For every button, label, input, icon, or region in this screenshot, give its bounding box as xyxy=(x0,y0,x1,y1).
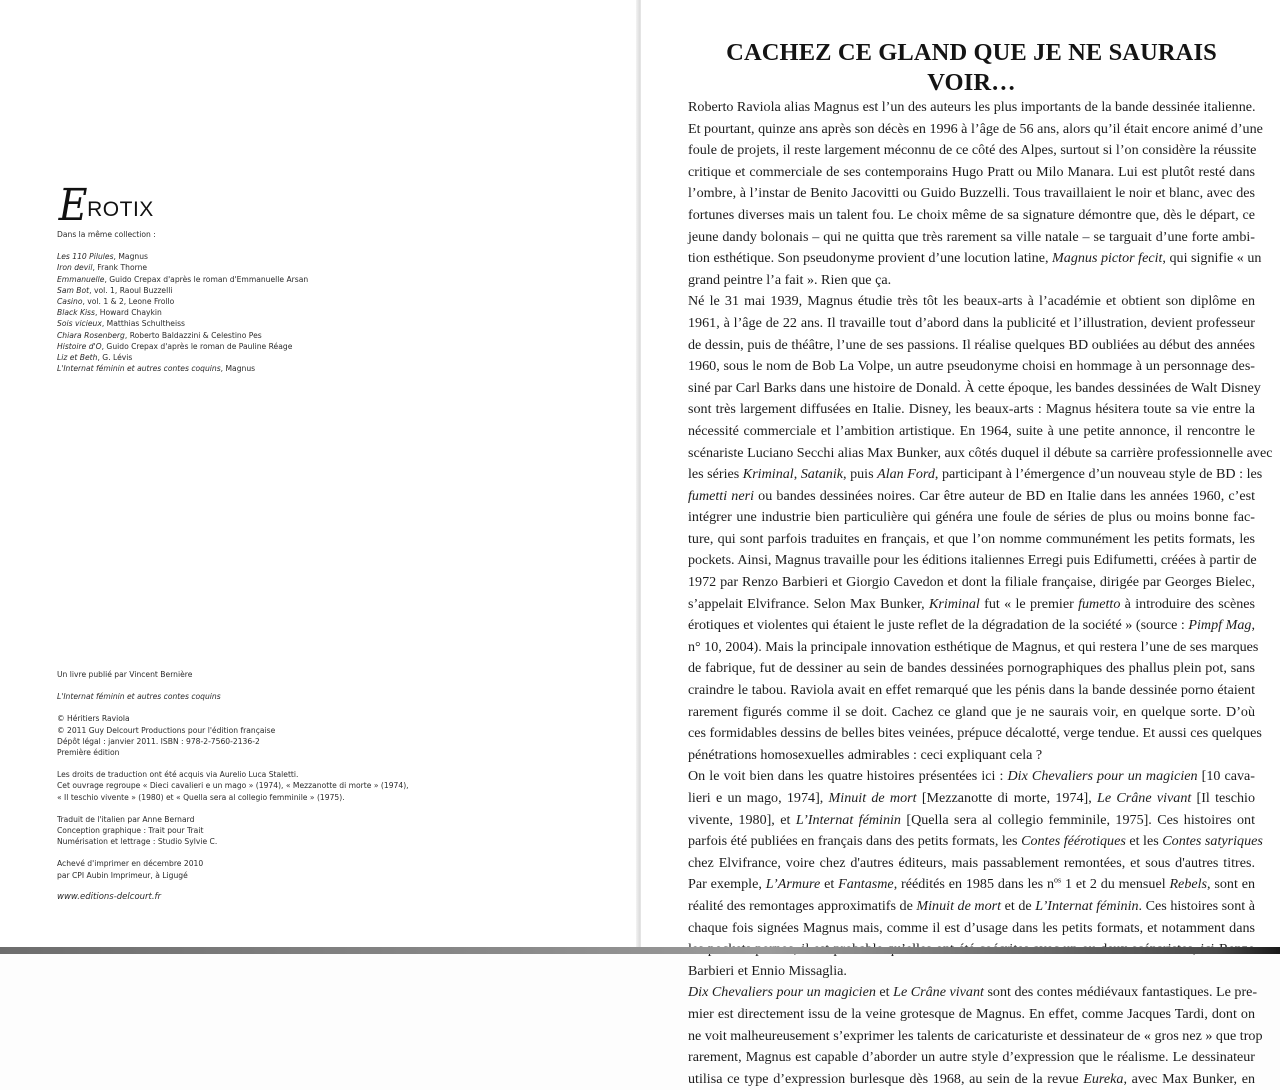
text-line: vivente, 1980], et L’Internat féminin [Quella sera al collegio femminile, 1975]. Ces histoires ont xyxy=(688,811,1255,828)
text-line: ces formidables dessins de belles bites veinées, prépuce décalotté, verge tendue. Et aussi ces quelques xyxy=(688,725,1262,742)
legal-deposit-line: Dépôt légal : janvier 2011. ISBN : 978-2-7560-2136-2 xyxy=(57,736,260,746)
article-body xyxy=(688,97,1273,1090)
text-line: les séries Kriminal, Satanik, puis Alan Ford, participant à l’émergence d’un nouveau style de BD : les xyxy=(688,466,1263,483)
collection-item: Sois vicieux, Matthias Schultheiss xyxy=(57,319,185,329)
logo-initial: E xyxy=(58,180,88,231)
rights-line: Les droits de traduction ont été acquis via Aurelio Luca Staletti. xyxy=(57,770,299,780)
text-line: ture, qui sont parfois traduites en français, et que l’on nomme communément les petits formats, les xyxy=(688,530,1255,547)
text-line: Né le 31 mai 1939, Magnus étudie très tôt les beaux-arts à l’académie et obtient son diplôme en xyxy=(688,293,1255,310)
text-line: Roberto Raviola alias Magnus est l’un des auteurs les plus importants de la bande dessinée italienne. xyxy=(688,99,1256,115)
text-line: de dessin, puis de théâtre, l’une de ses passions. Il réalise quelques BD oubliées au début des années xyxy=(688,336,1255,353)
collection-item: Chiara Rosenberg, Roberto Baldazzini & Celestino Pes xyxy=(57,330,262,340)
design-line: Conception graphique : Trait pour Trait xyxy=(57,826,204,836)
scan-edge xyxy=(0,947,1280,954)
text-line: de fabrique, fut de dessiner au sein de bandes dessinées pornographiques des phallus plein pot, sans xyxy=(688,660,1255,677)
text-line: lieri e un mago, 1974], Minuit de mort [Mezzanotte di morte, 1974], Le Crâne vivant [Il teschio xyxy=(688,790,1256,806)
website-link[interactable]: www.editions-delcourt.fr xyxy=(57,891,162,902)
printer-line: par CPI Aubin Imprimeur, à Ligugé xyxy=(57,870,188,880)
text-line: s’appelait Elvifrance. Selon Max Bunker, Kriminal fut « le premier fumetto à introduire des scènes xyxy=(688,595,1256,612)
text-line: intégrer une industrie bien particulière qui généra une foule de séries de plus ou moins bonne fac- xyxy=(688,509,1255,526)
edition-line: Première édition xyxy=(57,748,120,758)
rights-line: « Il teschio vivente » (1980) et « Quella sera al collegio femminile » (1975). xyxy=(57,792,345,802)
text-line: Dix Chevaliers pour un magicien et Le Crâne vivant sont des contes médiévaux fantastiques. Le pre- xyxy=(688,984,1258,1001)
text-line: sont très largement diffusées en Italie. Disney, les beaux-arts : Magnus hésitera toute sa vie entre la xyxy=(688,401,1255,418)
text-line: 1960, sous le nom de Bob La Volpe, un autre pseudonyme choisi en hommage à un personnage des- xyxy=(688,358,1255,375)
text-line: scénariste Luciano Secchi alias Max Bunker, aux côtés duquel il débute sa carrière professionnelle avec xyxy=(688,444,1273,461)
text-line: chaque fois signées Magnus mais, comme il est d’usage dans les petits formats, et notamment dans xyxy=(688,919,1255,936)
erotix-logo xyxy=(57,180,154,231)
colophon xyxy=(57,669,409,903)
collection-item: Emmanuelle, Guido Crepax d'après le roman d'Emmanuelle Arsan xyxy=(57,274,309,284)
text-line: pénétrations homosexuelles admirables : ceci expliquant cela ? xyxy=(688,746,1043,763)
left-page xyxy=(0,0,639,947)
collection-item: Black Kiss, Howard Chaykin xyxy=(57,308,162,318)
text-line: grand peintre l’a fait ». Rien que ça. xyxy=(688,271,892,288)
text-line: fortunes diverses mais un talent fou. Le choix même de sa signature démontre que, dès le départ, ce xyxy=(688,206,1255,223)
collection-item: L'Internat féminin et autres contes coquins, Magnus xyxy=(57,364,256,374)
text-line: utilisa ce type d’expression burlesque dès 1968, au sein de la revue Eureka, avec Max Bunker, en xyxy=(688,1070,1256,1087)
copyright-line: © 2011 Guy Delcourt Productions pour l'édition française xyxy=(57,725,276,735)
text-line: parfois été publiées en français dans des petits formats, les Contes féérotiques et les Contes satyriques xyxy=(688,833,1263,850)
text-line: mier est directement issu de la veine grotesque de Magnus. En effet, comme Jacques Tardi, dont on xyxy=(688,1005,1255,1022)
text-line: 1972 par Renzo Barbieri et Giorgio Cavedon et dont la filiale française, dirigée par Georges Bielec, xyxy=(688,574,1255,591)
collection-item: Casino, vol. 1 & 2, Leone Frollo xyxy=(57,297,175,307)
text-line: nécessité commerciale et l’ambition artistique. En 1964, suite à une petite annonce, il rencontre le xyxy=(688,422,1255,439)
text-line: jeune dandy bolonais – qui ne quitta que très rarement sa ville natale – se targuait d’une forte ambi- xyxy=(688,228,1255,245)
collection-item: Les 110 Pilules, Magnus xyxy=(57,252,148,262)
text-line: critique et commerciale de ses contemporains Hugo Pratt ou Milo Manara. Lui est plutôt resté dans xyxy=(688,163,1255,180)
rights-line: Cet ouvrage regroupe « Dieci cavalieri e un mago » (1974), « Mezzanotte di morte » (1974), xyxy=(57,781,409,791)
text-line: tion esthétique. Son pseudonyme provient d’une locution latine, Magnus pictor fecit, qui signifie « un xyxy=(688,250,1262,267)
text-line: foule de projets, il reste largement méconnu de ce côté des Alpes, surtout si l’on considère la réussite xyxy=(688,142,1257,159)
printing-line: Achevé d'imprimer en décembre 2010 xyxy=(57,859,204,869)
text-line: rarement, Magnus est capable d’aborder un autre style d’expression que le réalisme. Le dessinateur xyxy=(688,1049,1255,1066)
text-line: Et pourtant, quinze ans après son décès en 1996 à l’âge de 56 ans, alors qu’il était encore animé d’une xyxy=(688,120,1263,137)
collection-heading: Dans la même collection : xyxy=(57,230,156,239)
chapter-title: CACHEZ CE GLAND QUE JE NE SAURAIS VOIR… xyxy=(726,39,1217,96)
copyright-line: © Héritiers Raviola xyxy=(57,714,130,724)
text-line: n° 10, 2004). Mais la principale innovation esthétique de Magnus, et qui restera l’une de ses marques xyxy=(688,638,1259,655)
text-line: Barbieri et Ennio Missaglia. xyxy=(688,962,847,979)
text-line: siné par Carl Barks dans une histoire de Donald. À cette époque, les bandes dessinées de Walt Disney xyxy=(688,379,1261,396)
collection-items xyxy=(57,251,308,374)
text-line: pockets. Ainsi, Magnus travaille pour les éditions italiennes Erregi puis Edifumetti, créées à partir de xyxy=(688,552,1257,569)
text-line: l’ombre, à l’instar de Benito Jacovitti ou Guido Buzzelli. Tous travaillaient le noir et blanc, avec des xyxy=(688,185,1255,202)
text-line: ne voit malheureusement s’exprimer les talents de caricaturiste et dessinateur de « gros nez » que trop xyxy=(688,1027,1263,1044)
book-title: L'Internat féminin et autres contes coquins xyxy=(57,692,221,702)
text-line: Par exemple, L’Armure et Fantasme, réédités en 1985 dans les $n^{os}$ 1 et 2 du mensuel Rebels, sont en xyxy=(688,875,1256,893)
lettering-line: Numérisation et lettrage : Studio Sylvie C. xyxy=(57,837,218,847)
logo-text: ROTIX xyxy=(87,198,154,221)
publisher-line: Un livre publié par Vincent Bernière xyxy=(57,670,193,679)
text-line: rarement figurés comme il se doit. Cachez ce gland que je ne saurais voir, en quelque sorte. D’où xyxy=(688,703,1255,720)
collection-item: Iron devil, Frank Thorne xyxy=(57,263,148,273)
collection-item: Sam Bot, vol. 1, Raoul Buzzelli xyxy=(57,285,173,295)
text-line: chez Elvifrance, voire chez d'autres éditeurs, mais passablement remontées, et sous d'autres titres. xyxy=(688,854,1255,871)
text-line: 1961, à l’âge de 22 ans. Il travaille tout d’abord dans la publicité et l’illustration, devient professeur xyxy=(688,314,1255,331)
translator-line: Traduit de l'italien par Anne Bernard xyxy=(57,814,195,824)
text-line: fumetti neri ou bandes dessinées noires. Car être auteur de BD en Italie dans les années 1960, c’est xyxy=(688,487,1255,504)
text-line: craindre le tabou. Raviola avait en effet remarqué que les pénis dans la bande dessinée porno étaient xyxy=(688,682,1255,699)
text-line: réalité des remontages approximatifs de Minuit de mort et de L’Internat féminin. Ces histoires sont à xyxy=(688,897,1255,914)
text-line: érotiques et violentes qui étaient le juste reflet de la dégradation de la société » (source : Pimpf Mag, xyxy=(688,617,1255,634)
collection-item: Histoire d'O, Guido Crepax d'après le roman de Pauline Réage xyxy=(57,341,293,351)
collection-item: Liz et Beth, G. Lévis xyxy=(57,353,133,363)
collection-list xyxy=(57,229,308,374)
text-line: On le voit bien dans les quatre histoires présentées ici : Dix Chevaliers pour un magicien [10 cava- xyxy=(688,768,1255,785)
